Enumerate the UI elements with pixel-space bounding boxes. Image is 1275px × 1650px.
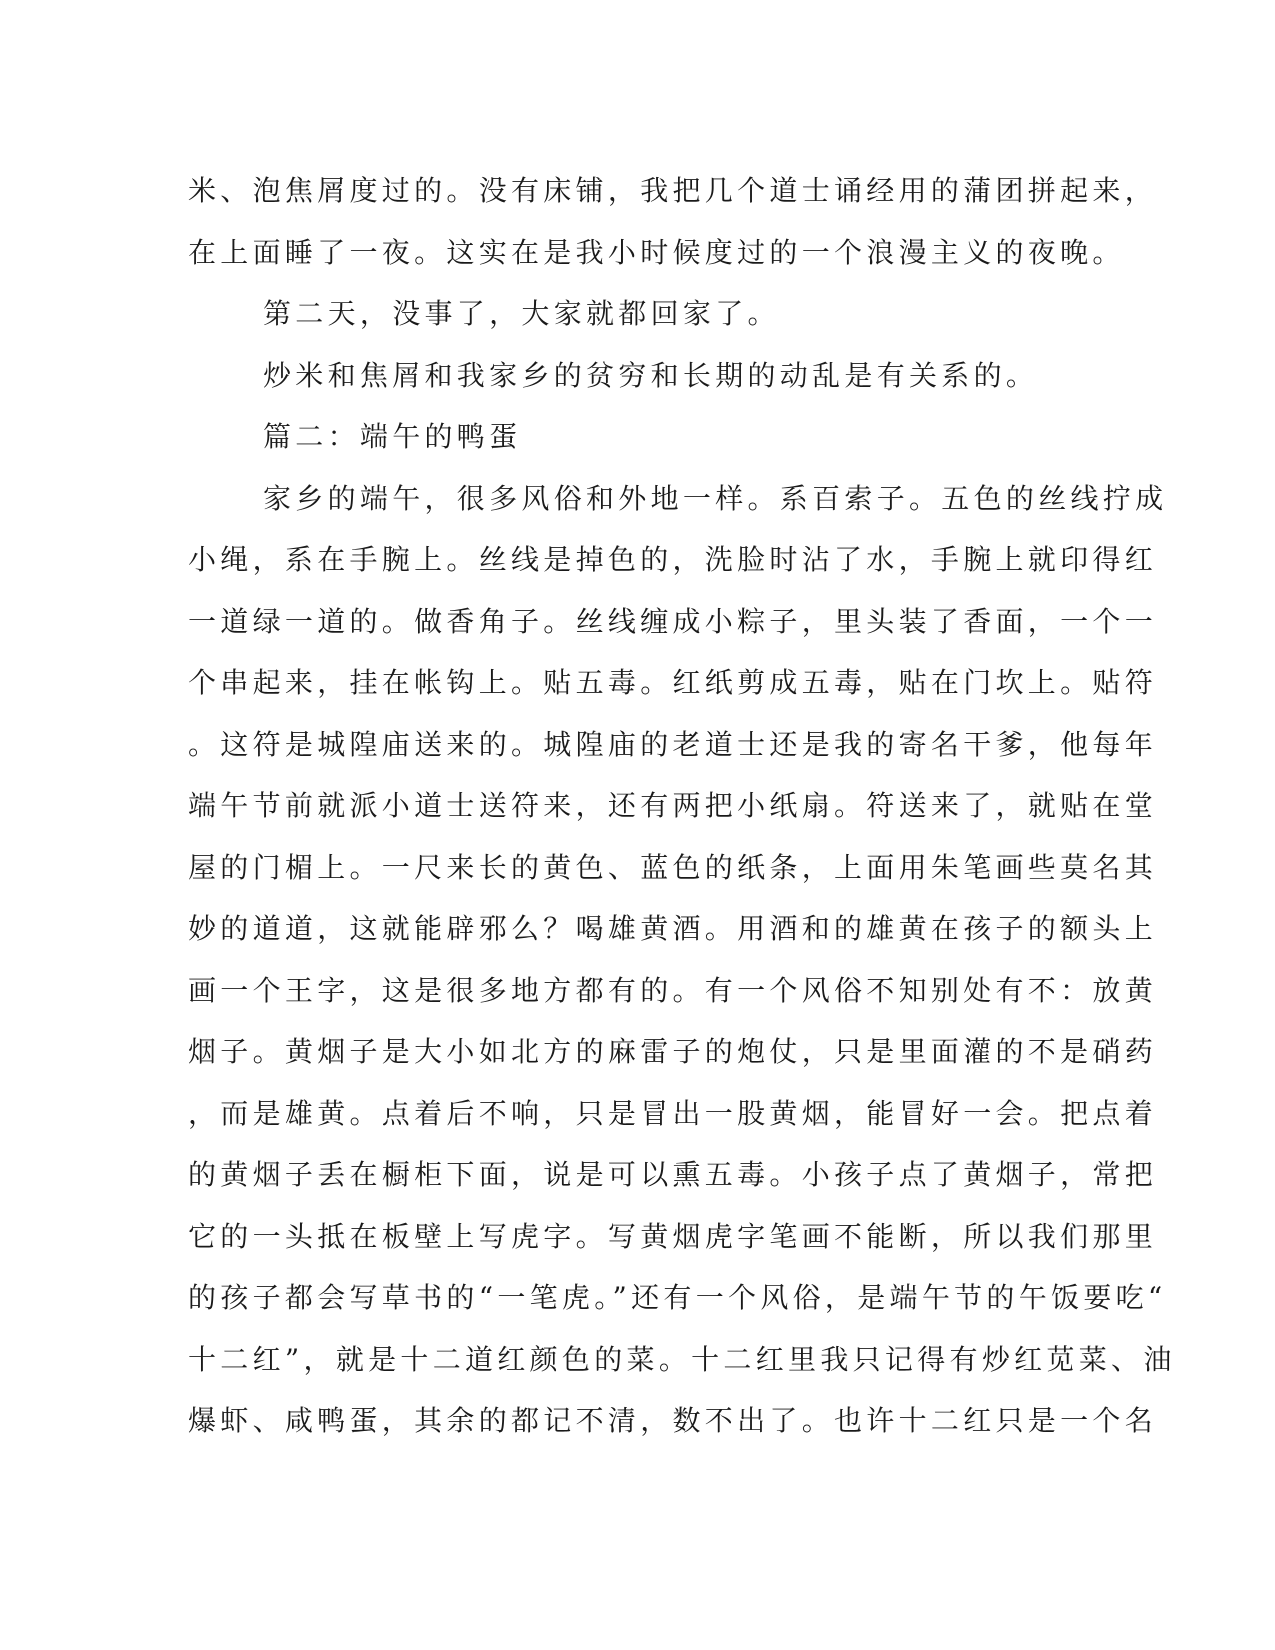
text-line: 它的一头抵在板壁上写虎字。写黄烟虎字笔画不能断，所以我们那里 <box>188 1219 1158 1253</box>
text-line: 在上面睡了一夜。这实在是我小时候度过的一个浪漫主义的夜晚。 <box>188 235 1125 269</box>
text-line: 炒米和焦屑和我家乡的贫穷和长期的动乱是有关系的。 <box>263 358 1039 392</box>
text-line: 。这符是城隍庙送来的。城隍庙的老道士还是我的寄名干爹，他每年 <box>188 727 1158 761</box>
text-line: 爆虾、咸鸭蛋，其余的都记不清，数不出了。也许十二红只是一个名 <box>188 1404 1158 1437</box>
text-line: 的黄烟子丢在橱柜下面，说是可以熏五毒。小孩子点了黄烟子，常把 <box>188 1158 1158 1191</box>
text-line: 的孩子都会写草书的“一笔虎。”还有一个风俗，是端午节的午饭要吃“ <box>188 1281 1167 1314</box>
text-line: ，而是雄黄。点着后不响，只是冒出一股黄烟，能冒好一会。把点着 <box>188 1096 1158 1130</box>
text-line: 篇二：端午的鸭蛋 <box>263 420 522 453</box>
text-line: 米、泡焦屑度过的。没有床铺，我把几个道士诵经用的蒲团拼起来， <box>188 174 1158 207</box>
text-line: 屋的门楣上。一尺来长的黄色、蓝色的纸条，上面用朱笔画些莫名其 <box>188 850 1158 884</box>
text-line: 烟子。黄烟子是大小如北方的麻雷子的炮仗，只是里面灌的不是硝药 <box>188 1035 1158 1068</box>
body-text <box>188 160 1176 1452</box>
text-line: 家乡的端午，很多风俗和外地一样。系百索子。五色的丝线拧成 <box>263 481 1168 515</box>
text-line: 妙的道道，这就能辟邪么？喝雄黄酒。用酒和的雄黄在孩子的额头上 <box>188 912 1158 945</box>
text-line: 小绳，系在手腕上。丝线是掉色的，洗脸时沾了水，手腕上就印得红 <box>188 543 1158 576</box>
text-line: 端午节前就派小道士送符来，还有两把小纸扇。符送来了，就贴在堂 <box>188 789 1158 822</box>
text-line: 个串起来，挂在帐钩上。贴五毒。红纸剪成五毒，贴在门坎上。贴符 <box>188 666 1158 699</box>
text-line: 十二红”，就是十二道红颜色的菜。十二红里我只记得有炒红苋菜、油 <box>188 1342 1176 1376</box>
text-line: 画一个王字，这是很多地方都有的。有一个风俗不知别处有不：放黄 <box>188 973 1158 1007</box>
text-line: 一道绿一道的。做香角子。丝线缠成小粽子，里头装了香面，一个一 <box>188 604 1158 638</box>
text-line: 第二天，没事了，大家就都回家了。 <box>263 297 780 330</box>
